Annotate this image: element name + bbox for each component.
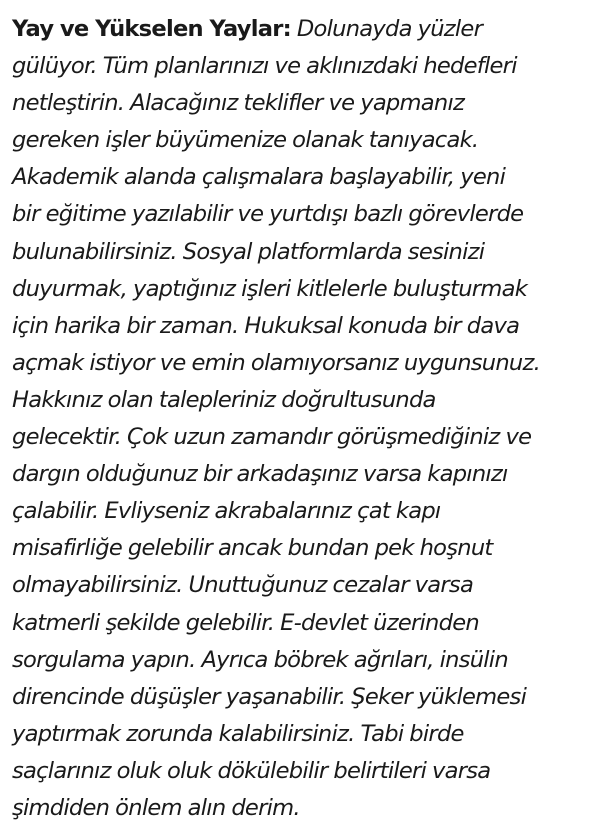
- post-text-line: netleştirin. Alacağınız teklifler ve yapmanız: [12, 90, 465, 117]
- post-text-line: şimdiden önlem alın derim.: [12, 794, 300, 821]
- post-text-line: direncinde düşüşler yaşanabilir. Şeker yüklemesi: [12, 683, 527, 710]
- post-text-line: Hakkınız olan talepleriniz doğrultusunda: [12, 386, 436, 413]
- post-text-line: gereken işler büyümenize olanak tanıyacak.: [12, 127, 479, 154]
- post-text-line: açmak istiyor ve emin olamıyorsanız uygunsunuz.: [12, 349, 541, 376]
- post-text-line: dargın olduğunuz bir arkadaşınız varsa kapınızı: [12, 461, 508, 488]
- post-text-line: sorgulama yapın. Ayrıca böbrek ağrıları, insülin: [12, 646, 508, 673]
- post-text-line: misafirliğe gelebilir ancak bundan pek hoşnut: [12, 535, 493, 562]
- post-text-line: Akademik alanda çalışmalara başlayabilir, yeni: [12, 164, 506, 191]
- post-text-line: bulunabilirsiniz. Sosyal platformlarda sesinizi: [12, 238, 485, 265]
- post-text-line: gelecektir. Çok uzun zamandır görüşmediğiniz ve: [12, 424, 532, 451]
- post-text-line: çalabilir. Evliyseniz akrabalarınız çat kapı: [12, 498, 441, 525]
- sign-label: Yay ve Yükselen Yaylar:: [12, 16, 291, 42]
- post-text-line: yaptırmak zorunda kalabilirsiniz. Tabi birde: [12, 720, 464, 747]
- post-text-line: Dolunayda yüzler: [290, 16, 483, 42]
- post-text-line: olmayabilirsiniz. Unuttuğunuz cezalar varsa: [12, 572, 474, 599]
- post-body: [12, 11, 592, 827]
- post-text-line: gülüyor. Tüm planlarınızı ve aklınızdaki hedefleri: [12, 53, 517, 80]
- post-line-1: [12, 11, 592, 48]
- post-text-line: saçlarınız oluk oluk dökülebilir belirtileri varsa: [12, 757, 491, 784]
- post-text-line: için harika bir zaman. Hukuksal konuda bir dava: [12, 312, 520, 339]
- post-text-line: katmerli şekilde gelebilir. E-devlet üzerinden: [12, 609, 479, 636]
- post-text-line: bir eğitime yazılabilir ve yurtdışı bazlı görevlerde: [12, 201, 524, 228]
- post-text-line: duyurmak, yaptığınız işleri kitlelerle buluşturmak: [12, 275, 528, 302]
